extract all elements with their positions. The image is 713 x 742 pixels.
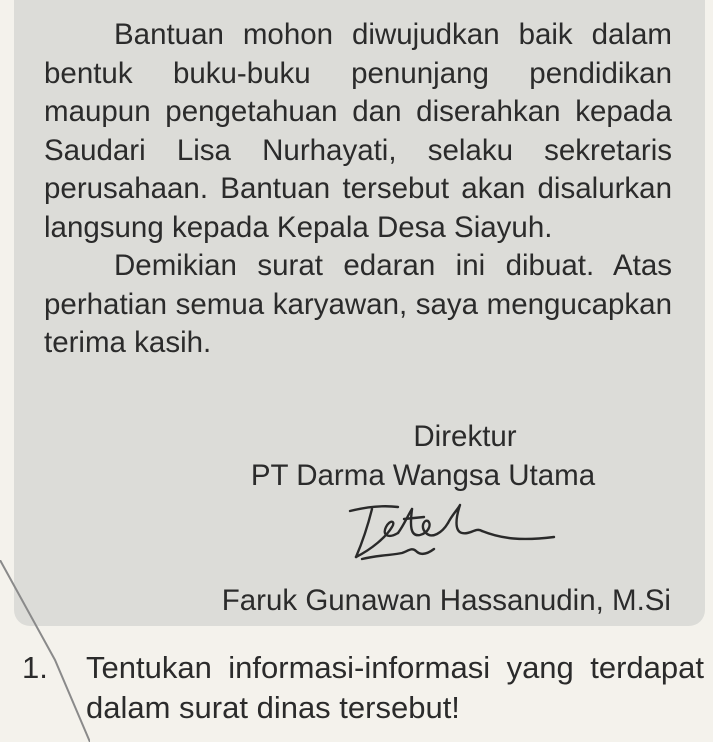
letter-body: [44, 16, 672, 363]
letter-paragraph-2: Demikian surat edaran ini dibuat. Atas perhatian semua karyawan, saya mengucapkan terima kasih.: [44, 249, 672, 359]
question-text: Tentukan informasi-informasi yang terdapat dalam surat dinas tersebut!: [86, 650, 704, 725]
handwritten-signature: [332, 497, 562, 569]
question-number: 1.: [22, 650, 48, 685]
letter-box: [14, 0, 705, 626]
signature-title: Direktur: [413, 420, 517, 453]
signature-block: [155, 418, 675, 495]
signer-name: Faruk Gunawan Hassanudin, M.Si: [221, 584, 671, 617]
letter-paragraph-1: Bantuan mohon diwujudkan baik dalam bentuk buku-buku penunjang pendidikan maupun pengetahuan dan diserahkan kepada Saudari Lisa Nurhayati, selaku sekretaris perusahaan. Bantuan tersebut akan disalurkan langsung kepada Kepala Desa Siayuh.: [44, 18, 672, 244]
company-name: PT Darma Wangsa Utama: [250, 458, 596, 492]
